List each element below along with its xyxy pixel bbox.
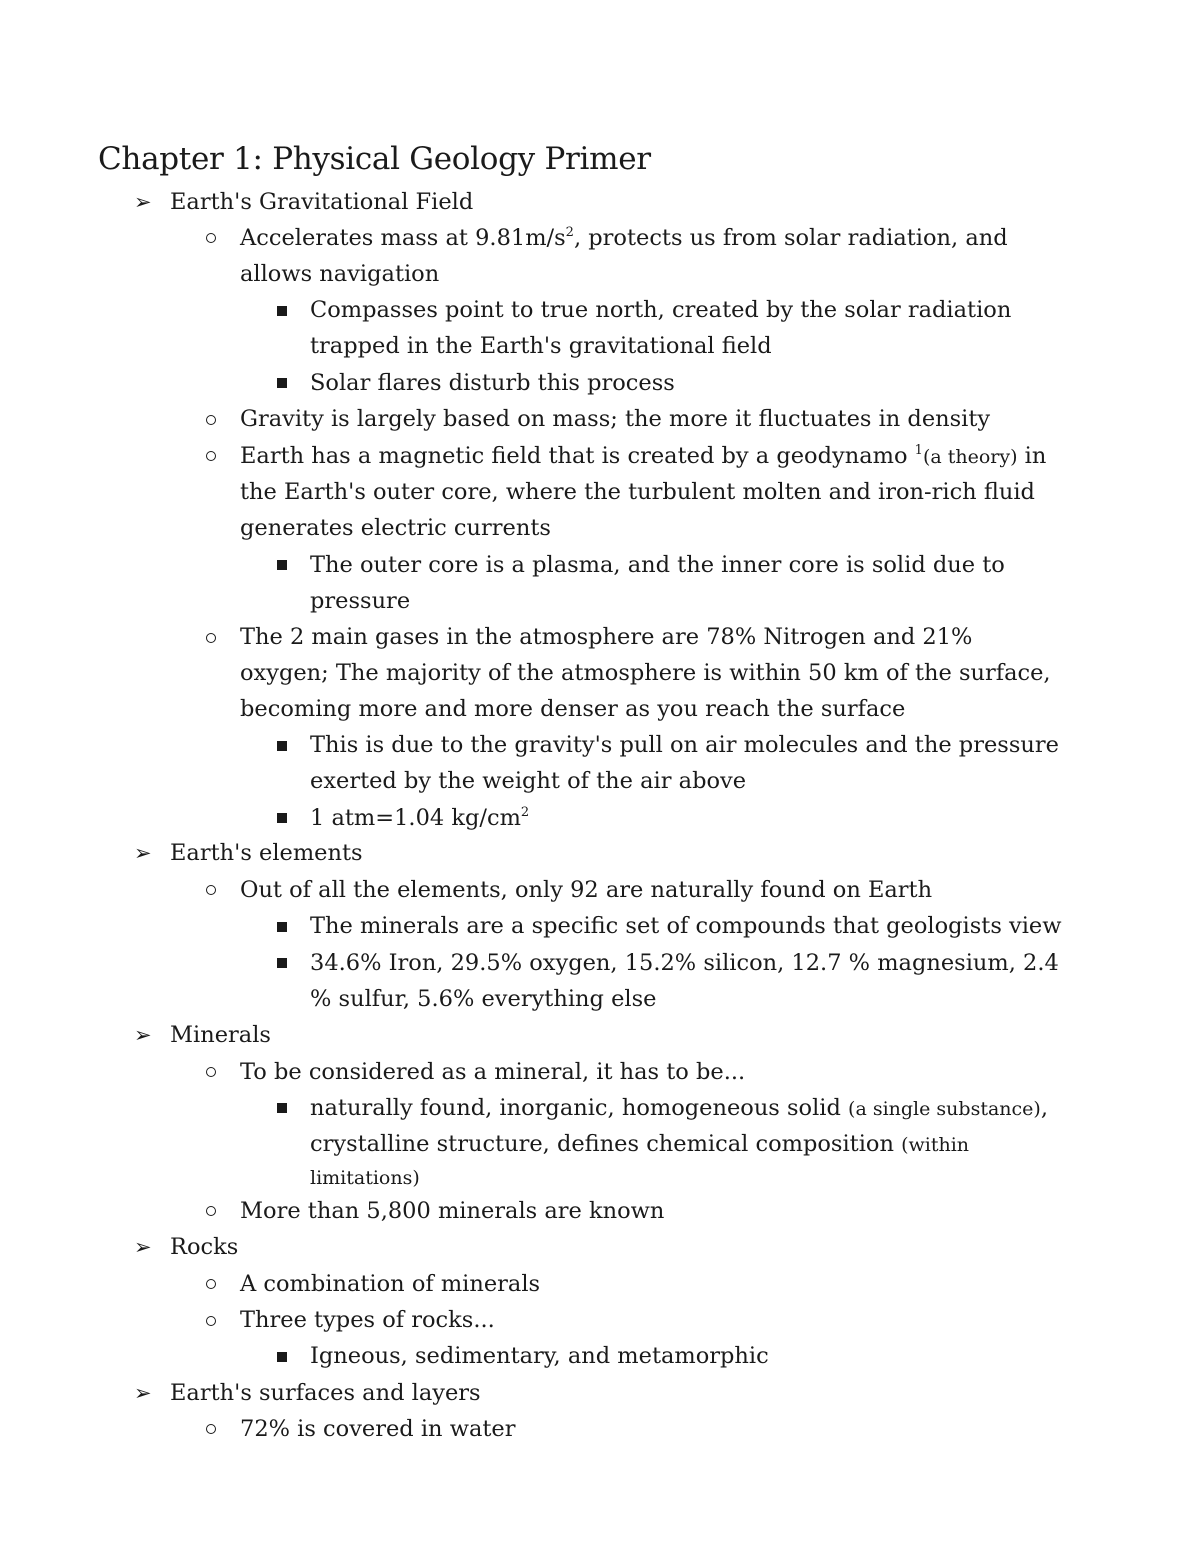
list-item: naturally found, inorganic, homogeneous solid (a single substance), (310, 1095, 1048, 1121)
square-bullet-icon (277, 1352, 287, 1362)
list-item: Accelerates mass at $9.81m/s^2$, protects us from solar radiation, and (240, 225, 1008, 251)
circle-bullet-icon (206, 415, 216, 425)
circle-bullet-icon (206, 885, 216, 895)
list-item: Earth has a magnetic field that is created by a geodynamo $^1$(a theory) in (240, 443, 1047, 469)
list-item: Three types of rocks... (240, 1307, 495, 1333)
section-heading: Rocks (170, 1234, 239, 1260)
list-item: This is due to the gravity's pull on air molecules and the pressure (310, 732, 1059, 758)
list-item-continued: the Earth's outer core, where the turbulent molten and iron-rich fluid (240, 479, 1035, 505)
list-item: More than 5,800 minerals are known (240, 1198, 665, 1224)
circle-bullet-icon (206, 1316, 216, 1326)
section-heading: Earth's elements (170, 840, 363, 866)
list-item: Out of all the elements, only 92 are naturally found on Earth (240, 877, 933, 903)
list-item: 1 atm=1.04 $kg/cm^2$ (310, 805, 530, 831)
section-heading: Earth's surfaces and layers (170, 1380, 481, 1406)
circle-bullet-icon (206, 233, 216, 243)
list-item: To be considered as a mineral, it has to be... (240, 1059, 746, 1085)
arrow-bullet-icon: ➢ (134, 841, 152, 865)
list-item-continued: generates electric currents (240, 515, 551, 541)
circle-bullet-icon (206, 633, 216, 643)
section-heading: Minerals (170, 1022, 271, 1048)
circle-bullet-icon (206, 451, 216, 461)
arrow-bullet-icon: ➢ (134, 190, 152, 214)
list-item: Compasses point to true north, created by the solar radiation (310, 297, 1012, 323)
circle-bullet-icon (206, 1424, 216, 1434)
list-item-continued: becoming more and more denser as you reach the surface (240, 696, 906, 722)
list-item-continued: exerted by the weight of the air above (310, 768, 747, 794)
section-heading: Earth's Gravitational Field (170, 189, 474, 215)
square-bullet-icon (277, 306, 287, 316)
list-item-continued: allows navigation (240, 261, 440, 287)
list-item-continued: crystalline structure, defines chemical composition (within (310, 1131, 970, 1157)
arrow-bullet-icon: ➢ (134, 1235, 152, 1259)
square-bullet-icon (277, 741, 287, 751)
arrow-bullet-icon: ➢ (134, 1023, 152, 1047)
list-item: 72% is covered in water (240, 1416, 516, 1442)
square-bullet-icon (277, 378, 287, 388)
list-item: The minerals are a specific set of compounds that geologists view (310, 913, 1062, 939)
chapter-title: Chapter 1: Physical Geology Primer (98, 141, 651, 177)
list-item-continued: oxygen; The majority of the atmosphere is within 50 km of the surface, (240, 660, 1051, 686)
list-item-continued: trapped in the Earth's gravitational field (310, 333, 772, 359)
list-item-continued: pressure (310, 588, 411, 614)
arrow-bullet-icon: ➢ (134, 1381, 152, 1405)
list-item-continued: % sulfur, 5.6% everything else (310, 986, 657, 1012)
list-item: Igneous, sedimentary, and metamorphic (310, 1343, 769, 1369)
list-item: Solar flares disturb this process (310, 370, 675, 396)
list-item: The outer core is a plasma, and the inner core is solid due to (310, 552, 1005, 578)
list-item-continued: limitations) (310, 1167, 420, 1189)
list-item: 34.6% Iron, 29.5% oxygen, 15.2% silicon, 12.7 % magnesium, 2.4 (310, 950, 1059, 976)
square-bullet-icon (277, 958, 287, 968)
list-item: A combination of minerals (240, 1271, 541, 1297)
list-item: The 2 main gases in the atmosphere are 78% Nitrogen and 21% (240, 624, 973, 650)
circle-bullet-icon (206, 1206, 216, 1216)
list-item: Gravity is largely based on mass; the more it fluctuates in density (240, 406, 991, 432)
circle-bullet-icon (206, 1067, 216, 1077)
square-bullet-icon (277, 813, 287, 823)
square-bullet-icon (277, 1103, 287, 1113)
circle-bullet-icon (206, 1279, 216, 1289)
square-bullet-icon (277, 560, 287, 570)
square-bullet-icon (277, 922, 287, 932)
